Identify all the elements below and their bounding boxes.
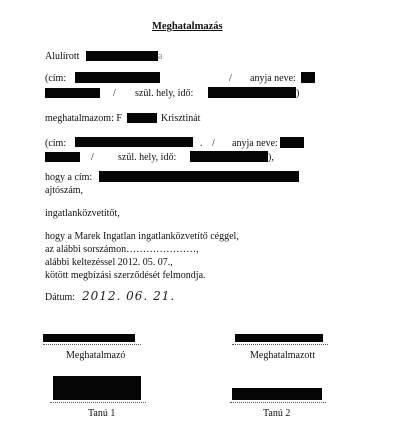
agent-line: ingatlanközvetítőt, [45, 208, 120, 219]
witness2-signature-line [230, 402, 326, 403]
principal-signature-label: Meghatalmazó [66, 350, 126, 361]
agent-signature-label: Meghatalmazott [250, 350, 315, 361]
document-title: Meghatalmazás [152, 21, 223, 32]
redaction-principal-mother [301, 72, 315, 83]
door-label: ajtószám, [45, 185, 84, 196]
witness2-label: Tanú 2 [263, 408, 291, 419]
redaction-agent-address [75, 137, 193, 147]
witness1-signature-line [50, 402, 146, 403]
redaction-principal-mother-2 [45, 88, 100, 98]
agent-address-open: (cím: [45, 138, 67, 149]
contract-line: kötött megbízási szerződését felmondja. [45, 270, 206, 281]
agent-slash-1: / [212, 138, 215, 149]
redaction-principal-address [75, 72, 160, 83]
principal-close: ) [296, 88, 300, 99]
redaction-principal-signature [43, 334, 135, 342]
principal-slash-1: / [229, 73, 232, 84]
principal-signature-line [43, 344, 141, 345]
principal-address-open: (cím: [45, 73, 67, 84]
agent-label: meghatalmazom: F [45, 113, 122, 124]
agent-close: ), [268, 152, 274, 163]
address-intro: hogy a cím: [45, 172, 93, 183]
date-label: Dátum: [45, 292, 75, 303]
redaction-witness1-signature [53, 376, 141, 400]
redaction-witness2-signature [232, 388, 322, 400]
agent-birth-label: szül. hely, idő: [118, 152, 177, 163]
serial-line: az alábbi sorszámon…………………, [45, 244, 199, 255]
date-line: alábbi keltezéssel 2012. 05. 07., [45, 257, 173, 268]
redaction-agent-mother-2 [45, 152, 80, 162]
agent-mother-label: anyja neve: [232, 138, 278, 149]
agent-name-visible: Krisztinát [161, 113, 201, 124]
agent-slash-2: / [91, 152, 94, 163]
redaction-principal-name [86, 51, 158, 61]
principal-name-suffix: a [158, 51, 163, 62]
alulirott-label: Alulírott [45, 51, 80, 62]
redaction-agent-signature [235, 334, 323, 342]
redaction-address [99, 171, 299, 182]
company-line: hogy a Marek Ingatlan ingatlanközvetítő céggel, [45, 231, 239, 242]
agent-dot: . [200, 138, 203, 149]
principal-slash-2: / [113, 88, 116, 99]
date-value: 2012. 06. 21. [82, 289, 176, 303]
redaction-agent-birth [190, 151, 268, 162]
agent-signature-line [232, 344, 328, 345]
redaction-agent-mother [280, 137, 304, 148]
principal-birth-label: szül. hely, idő: [135, 88, 194, 99]
principal-mother-label: anyja neve: [250, 73, 296, 84]
redaction-agent-name [127, 113, 157, 123]
witness1-label: Tanú 1 [88, 408, 116, 419]
redaction-principal-birth [208, 87, 296, 98]
